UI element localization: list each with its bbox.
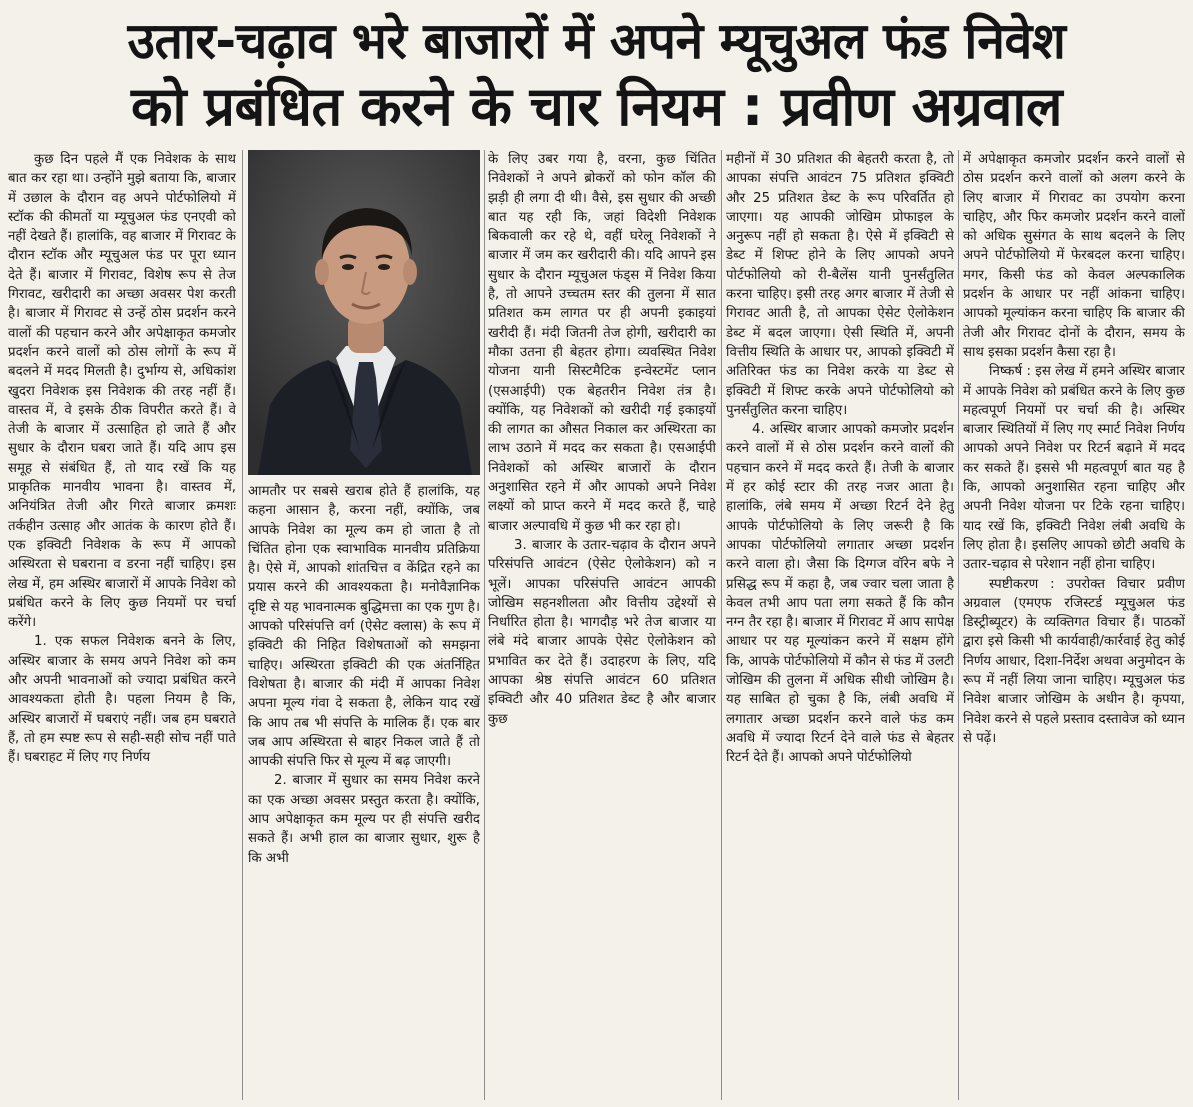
column-2	[248, 482, 480, 1100]
paragraph: कुछ दिन पहले मैं एक निवेशक के साथ बात कर रहा था। उन्होंने मुझे बताया कि, बाजार में उछाल के दौरान वह अपने पोर्टफोलियो में स्टॉक की कीमतों या म्यूचुअल फंड एनएवी को नहीं देखते हैं। हालांकि, वह बाजार में गिरावट के दौरान स्टॉक और म्यूचुअल फंड पर पूरा ध्यान देते हैं। बाजार में गिरावट, विशेष रूप से तेज गिरावट, खरीदारी का अच्छा अवसर पेश करती है। बाजार में गिरावट से उन्हें ठोस प्रदर्शन करने वालों की पहचान करने और अपेक्षाकृत कमजोर प्रदर्शन करने वालों को ठोस लोगों के रूप में बदलने में मदद मिलती है। दुर्भाग्य से, अधिकांश खुदरा निवेशक इस निवेशक की तरह नहीं हैं। वास्तव में, वे इसके ठीक विपरीत करते हैं। वे तेजी के बाजार में उत्साहित हो जाते हैं और सुधार के दौरान घबरा जाते हैं। यदि आप इस समूह से संबंधित हैं, तो याद रखें कि यह प्राकृतिक मानवीय भावना है। वास्तव में, अनियंत्रित तेजी और गिरते बाजार क्रमशः तर्कहीन उत्साह और आतंक के कारण होते हैं। एक इक्विटी निवेशक के रूप में आपको अस्थिरता से घबराना व डरना नहीं चाहिए। इस लेख में, हम अस्थिर बाजारों में आपके निवेश को प्रबंधित करने के लिए कुछ नियमों पर चर्चा करेंगे।	[8, 152, 236, 631]
headline-line-1: उतार-चढ़ाव भरे बाजारों में अपने म्यूचुअल फंड निवेश	[127, 12, 1066, 70]
paragraph: 4. अस्थिर बाजार आपको कमजोर प्रदर्शन करने वालों में से ठोस प्रदर्शन करने वालों की पहचान करने में मदद करते हैं। तेजी के बाजार में हर कोई स्टार की तरह नजर आता है। हालांकि, लंबे समय में अच्छा रिटर्न देने हेतु आपके पोर्टफोलियो के लिए जरूरी है कि आपका पोर्टफोलियो लगातार अच्छा प्रदर्शन करने वाला हो। जैसा कि दिग्गज वॉरेन बफे ने प्रसिद्ध रूप में कहा है, जब ज्वार चला जाता है केवल तभी आप पता लगा सकते हैं कि कौन नग्न तैर रहा है। बाजार में गिरावट में आप सापेक्ष आधार पर यह मूल्यांकन करने में सक्षम होंगे कि, आपके पोर्टफोलियो में कौन से फंड में उलटी जोखिम की तुलना में अधिक सीधी जोखिम है। यह साबित हो चुका है कि, लंबी अवधि में लगातार अच्छा प्रदर्शन करने वाले फंड कम अवधि में ज्यादा रिटर्न देने वाले फंड से बेहतर रिटर्न देते हैं। आपको अपने पोर्टफोलियो	[726, 422, 954, 766]
paragraph: 2. बाजार में सुधार का समय निवेश करने का एक अच्छा अवसर प्रस्तुत करता है। क्योंकि, आप अपेक्षाकृत कम मूल्य पर ही संपत्ति खरीद सकते हैं। अभी हाल का बाजार सुधार, शुरू है कि अभी	[248, 773, 480, 866]
paragraph: के लिए उबर गया है, वरना, कुछ चिंतित निवेशकों ने अपने ब्रोकरों को फोन कॉल की झड़ी ही लगा दी थी। वैसे, इस सुधार की अच्छी बात यह रही कि, जहां विदेशी निवेशक बिकवाली कर रहे थे, वहीं घरेलू निवेशकों ने बाजार में जम कर खरीदारी की। यदि आपने इस सुधार के दौरान म्यूचुअल फंड्स में निवेश किया है, तो आपने उच्चतम स्तर की तुलना में सात प्रतिशत कम लागत पर ही अपनी इकाइयां खरीदी हैं। मंदी जितनी तेज होगी, खरीदारी का मौका उतना ही बेहतर होगा। व्यवस्थित निवेश योजना यानी सिस्टमैटिक इन्वेस्टमेंट प्लान (एसआईपी) एक बेहतरीन निवेश तंत्र है। क्योंकि, यह निवेशकों को खरीदी गई इकाइयों की लागत का औसत निकाल कर अस्थिरता का लाभ उठाने में मदद कर सकता है। एसआईपी निवेशकों को अस्थिर बाजारों के दौरान अनुशासित रहने में और आपको अपने निवेश लक्ष्यों को प्राप्त करने में मदद करते हैं, चाहे बाजार अल्पावधि में कुछ भी कर रहा हो।	[488, 152, 716, 534]
portrait-illustration	[248, 150, 480, 475]
headline	[8, 0, 1185, 140]
paragraph: निष्कर्ष : इस लेख में हमने अस्थिर बाजार में आपके निवेश को प्रबंधित करने के लिए कुछ महत्वपूर्ण नियमों पर चर्चा की है। अस्थिर बाजार स्थितियों में लिए गए स्मार्ट निवेश निर्णय आपको अपने निवेश पर रिटर्न बढ़ाने में मदद कर सकते हैं। इससे भी महत्वपूर्ण बात यह है कि, आपको अनुशासित रहना चाहिए और अपनी निवेश योजना पर टिके रहना चाहिए। याद रखें कि, इक्विटी निवेश लंबी अवधि के लिए होता है। इसलिए आपको छोटी अवधि के उतार-चढ़ाव से परेशान नहीं होना चाहिए।	[963, 364, 1185, 573]
headline-line-2: को प्रबंधित करने के चार नियम : प्रवीण अग्रवाल	[130, 75, 1063, 138]
paragraph: 3. बाजार के उतार-चढ़ाव के दौरान अपने परिसंपत्ति आवंटन (ऐसेट ऐलोकेशन) को न भूलें। आपका परिसंपत्ति आवंटन आपकी जोखिम सहनशीलता और वित्तीय उद्देश्यों से निर्धारित होता है। भागदौड़ भरे तेज बाजार या लंबे मंदे बाजार आपके ऐसेट ऐलोकेशन को प्रभावित कर देते हैं। उदाहरण के लिए, यदि आपका श्रेष्ठ संपत्ति आवंटन 60 प्रतिशत इक्विटी और 40 प्रतिशत डेब्ट है और बाजार कुछ	[488, 537, 716, 727]
column-divider	[721, 150, 722, 1100]
paragraph: स्पष्टीकरण : उपरोक्त विचार प्रवीण अग्रवाल (एमएफ रजिस्टर्ड म्यूचुअल फंड डिस्ट्रीब्यूटर) के व्यक्तिगत विचार हैं। पाठकों द्वारा इसे किसी भी कार्यवाही/कार्रवाई हेतु कोई निर्णय आधार, दिशा-निर्देश अथवा अनुमोदन के रूप में नहीं लिया जाना चाहिए। म्यूचुअल फंड निवेश बाजार जोखिम के अधीन है। कृपया, निवेश करने से पहले प्रस्ताव दस्तावेज को ध्यान से पढ़ें।	[963, 576, 1185, 746]
author-photo	[248, 150, 480, 475]
column-divider	[484, 150, 485, 1100]
column-1	[8, 150, 236, 1100]
article-body	[8, 150, 1185, 1100]
column-divider	[242, 150, 243, 1100]
column-4	[726, 150, 954, 1100]
column-3	[488, 150, 716, 1100]
column-divider	[958, 150, 959, 1100]
column-5	[963, 150, 1185, 1100]
paragraph: में अपेक्षाकृत कमजोर प्रदर्शन करने वालों से ठोस प्रदर्शन करने वालों को अलग करने के लिए बाजार में गिरावट का उपयोग करना चाहिए, और फिर कमजोर प्रदर्शन करने वालों को अधिक सुसंगत के साथ बदलने के लिए अपने पोर्टफोलियो में फेरबदल करना चाहिए। मगर, किसी फंड को केवल अल्पकालिक प्रदर्शन के आधार पर नहीं आंकना चाहिए। आपको मूल्यांकन करना चाहिए कि बाजार की तेजी और गिरावट दोनों के दौरान, समय के साथ इसका प्रदर्शन कैसा रहा है।	[963, 152, 1185, 360]
paragraph: महीनों में 30 प्रतिशत की बेहतरी करता है, तो आपका संपत्ति आवंटन 75 प्रतिशत इक्विटी और 25 प्रतिशत डेब्ट के रूप परिवर्तित हो जाएगा। यह आपकी जोखिम प्रोफाइल के अनुरूप नहीं हो सकता है। ऐसे में इक्विटी से डेब्ट में शिफ्ट होने के लिए आपको अपने पोर्टफोलियो को री-बैलेंस यानी पुनर्संतुलित करना चाहिए। इसी तरह अगर बाजार में तेजी से गिरावट आती है, तो आपका ऐसेट ऐलोकेशन डेब्ट में बदल जाएगा। ऐसी स्थिति में, अपनी वित्तीय स्थिति के आधार पर, आपको इक्विटी में अतिरिक्त फंड का निवेश करके या डेब्ट से इक्विटी में शिफ्ट करके अपने पोर्टफोलियो को पुनर्संतुलित करना चाहिए।	[726, 152, 954, 418]
paragraph: 1. एक सफल निवेशक बनने के लिए, अस्थिर बाजार के समय अपने निवेश को कम और अपनी भावनाओं को ज्यादा प्रबंधित करने आवश्यकता होती है। पहला नियम है कि, अस्थिर बाजारों में घबराएं नहीं। जब हम घबराते हैं, तो हम स्पष्ट रूप से सही-सही सोच नहीं पाते हैं। घबराहट में लिए गए निर्णय	[8, 634, 236, 766]
paragraph: आमतौर पर सबसे खराब होते हैं हालांकि, यह कहना आसान है, करना नहीं, क्योंकि, जब आपके निवेश का मूल्य कम हो जाता है तो चिंतित होना एक स्वाभाविक मानवीय प्रतिक्रिया है। ऐसे में, आपको शांतचित्त व केंद्रित रहने का प्रयास करने की आवश्यकता है। मनोवैज्ञानिक दृष्टि से यह भावनात्मक बुद्धिमत्ता का एक गुण है। आपको परिसंपत्ति वर्ग (ऐसेट क्लास) के रूप में इक्विटी की निहित विशेषताओं को समझना चाहिए। अस्थिरता इक्विटी की एक अंतर्निहित विशेषता है। बाजार की मंदी में आपका निवेश अपना मूल्य गंवा दे सकता है, लेकिन याद रखें कि आप तब भी संपत्ति के मालिक हैं। एक बार जब आप अस्थिरता से बाहर निकल जाते हैं तो आपकी संपत्ति फिर से मूल्य में बढ़ जाएगी।	[248, 484, 480, 770]
